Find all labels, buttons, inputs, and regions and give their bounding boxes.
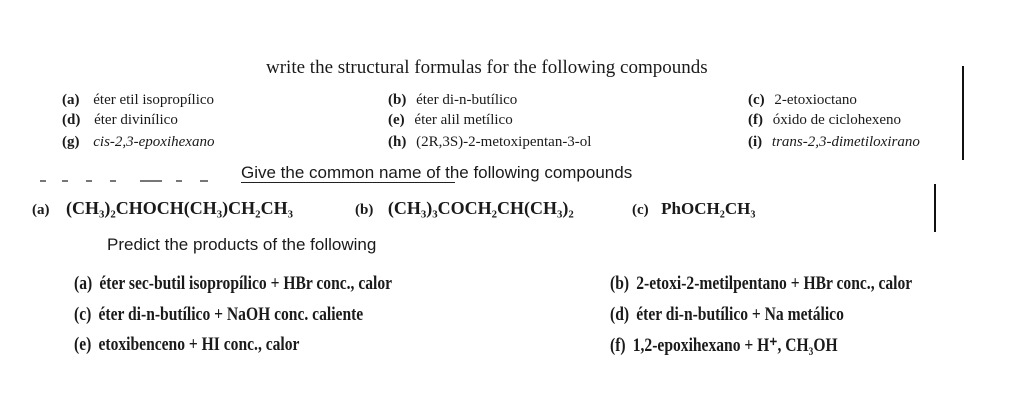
item-text: éter sec-butil isopropílico + HBr conc., calor xyxy=(99,273,393,294)
item-text: (2R,3S)-2-metoxipentan-3-ol xyxy=(416,134,592,150)
scan-artifact xyxy=(200,180,208,182)
item-text: 2-etoxioctano xyxy=(774,92,857,108)
list-item xyxy=(74,334,299,356)
scan-artifact xyxy=(86,180,92,182)
item-label: (f) xyxy=(748,112,763,128)
list-item xyxy=(388,134,591,151)
item-text: cis-2,3-epoxihexano xyxy=(93,134,215,150)
item-text: 2-etoxi-2-metilpentano + HBr conc., calor xyxy=(636,273,913,294)
list-item xyxy=(388,92,517,109)
list-item xyxy=(74,304,363,326)
item-label: (d) xyxy=(610,304,630,325)
list-item xyxy=(610,273,912,295)
item-text: 1,2-epoxihexano + H⁺, CH₃OH xyxy=(632,335,838,356)
item-label: (c) xyxy=(748,92,765,108)
item-text: éter alil metílico xyxy=(414,112,513,128)
section1-heading: write the structural formulas for the following compounds xyxy=(266,57,708,78)
item-label: (b) xyxy=(610,273,630,294)
list-item xyxy=(74,273,392,295)
item-text: éter di-n-butílico + NaOH conc. caliente xyxy=(98,304,364,325)
list-item xyxy=(748,134,920,151)
list-item xyxy=(62,92,214,109)
item-label: (e) xyxy=(74,334,92,355)
item-text: éter di-n-butílico + Na metálico xyxy=(636,304,844,325)
item-label: (i) xyxy=(748,134,763,150)
item-label: (h) xyxy=(388,134,407,150)
item-label: (d) xyxy=(62,112,81,128)
item-text: éter di-n-butílico xyxy=(416,92,518,108)
item-text: éter divinílico xyxy=(94,112,178,128)
item-label: (b) xyxy=(355,202,374,218)
item-label: (a) xyxy=(62,92,80,108)
list-item xyxy=(610,334,838,357)
scan-artifact xyxy=(40,180,46,182)
section3-heading: Predict the products of the following xyxy=(107,235,377,254)
margin-rule xyxy=(962,66,964,160)
list-item xyxy=(32,198,293,219)
item-label: (a) xyxy=(74,273,93,294)
list-item xyxy=(388,112,513,129)
scan-artifact xyxy=(140,180,162,182)
item-label: (e) xyxy=(388,112,405,128)
section2-heading: Give the common name of the following compounds xyxy=(241,163,633,182)
item-formula: PhOCH₂CH₃ xyxy=(661,199,756,218)
item-formula: (CH₃)₂CHOCH(CH₃)CH₂CH₃ xyxy=(66,198,293,218)
scan-artifact xyxy=(176,180,182,182)
item-label: (c) xyxy=(632,202,649,218)
list-item xyxy=(610,304,844,326)
item-text: óxido de ciclohexeno xyxy=(772,112,902,128)
item-text: etoxibenceno + HI conc., calor xyxy=(98,334,300,355)
list-item xyxy=(62,112,178,129)
scan-artifact xyxy=(110,180,116,182)
list-item xyxy=(355,198,574,219)
margin-rule xyxy=(934,184,936,232)
item-text: trans-2,3-dimetiloxirano xyxy=(771,134,920,150)
item-label: (f) xyxy=(610,335,626,356)
heading-underline xyxy=(241,182,455,183)
list-item xyxy=(748,112,901,129)
item-label: (c) xyxy=(74,304,92,325)
item-label: (a) xyxy=(32,202,50,218)
item-formula: (CH₃)₃COCH₂CH(CH₃)₂ xyxy=(387,198,574,218)
list-item xyxy=(632,198,755,219)
list-item xyxy=(748,92,857,109)
item-label: (b) xyxy=(388,92,407,108)
item-label: (g) xyxy=(62,134,80,150)
scan-artifact xyxy=(62,180,68,182)
list-item xyxy=(62,134,214,151)
item-text: éter etil isopropílico xyxy=(93,92,215,108)
